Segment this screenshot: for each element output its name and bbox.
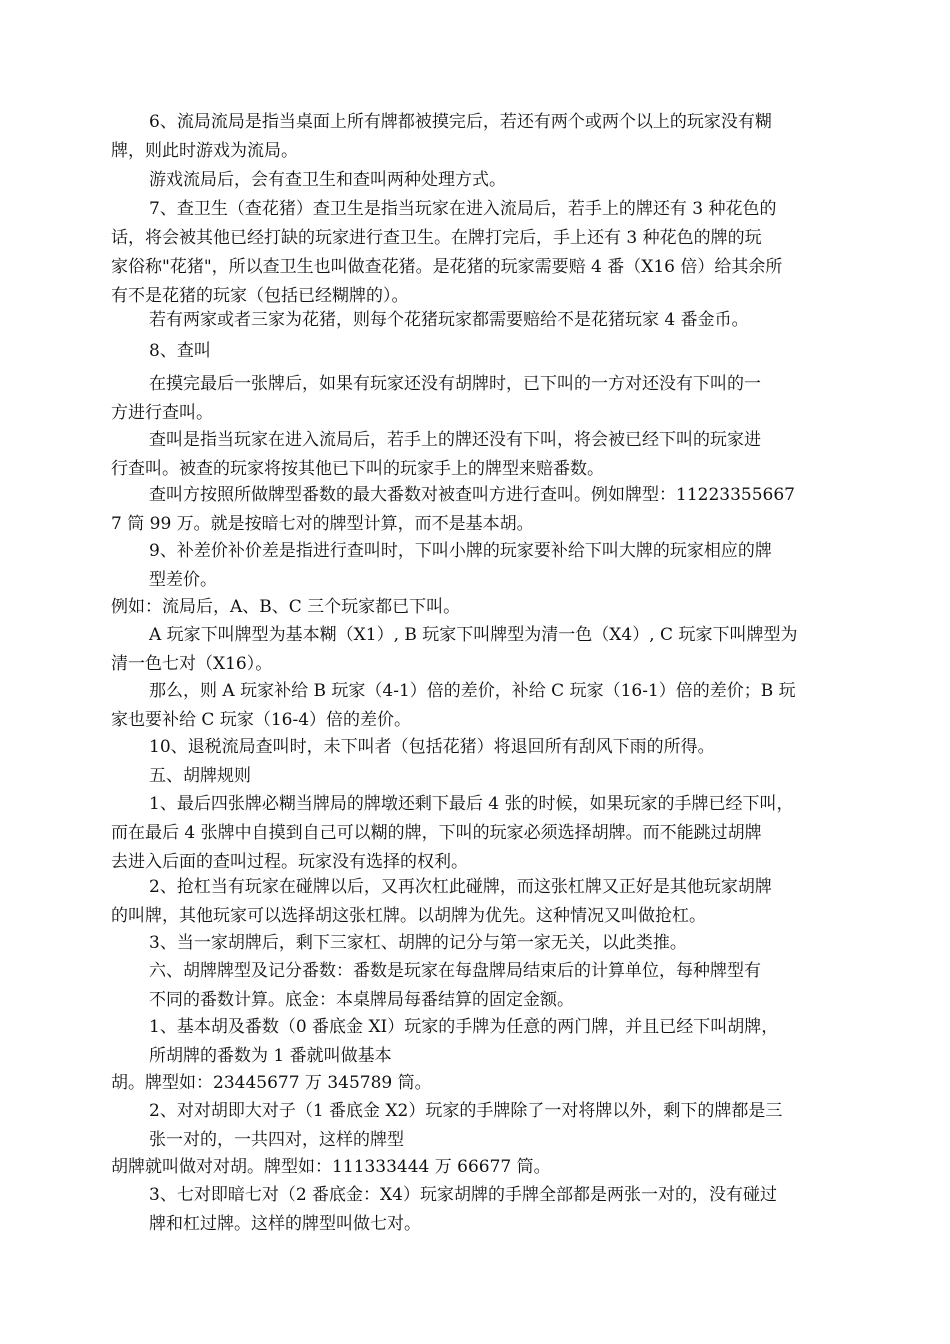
section-heading-chajiao — [111, 337, 851, 366]
paragraph-type-qidui — [111, 1181, 851, 1239]
text-line: 六、胡牌牌型及记分番数：番数是玩家在每盘牌局结束后的计算单位，每种牌型有 — [149, 961, 761, 981]
paragraph-chajiao-1 — [111, 370, 851, 428]
text-line: 所胡牌的番数为 1 番就叫做基本 — [149, 1046, 392, 1066]
text-line: 例如：流局后，A、B、C 三个玩家都已下叫。 — [111, 597, 461, 617]
text-line: 家也要补给 C 玩家（16-4）倍的差价。 — [111, 710, 412, 730]
paragraph-tuishui — [111, 733, 851, 762]
text-line: 2、抢杠当有玩家在碰牌以后，又再次杠此碰牌，而这张杠牌又正好是其他玩家胡牌 — [149, 877, 772, 897]
text-line: 3、当一家胡牌后，剩下三家杠、胡牌的记分与第一家无关，以此类推。 — [149, 933, 687, 953]
text-line: A 玩家下叫牌型为基本糊（X1）, B 玩家下叫牌型为清一色（X4）, C 玩家下叫牌型为 — [149, 625, 798, 645]
paragraph-chajiao-2 — [111, 426, 851, 484]
text-line: 有不是花猪的玩家（包括已经糊牌的）。 — [111, 286, 409, 306]
paragraph-chaweisheng — [111, 195, 851, 311]
paragraph-example — [111, 593, 851, 622]
text-line: 而在最后 4 张牌中自摸到自己可以糊的牌，下叫的玩家必须选择胡牌。而不能跳过胡牌 — [111, 823, 762, 843]
paragraph-rule-2 — [111, 873, 851, 931]
text-line: 3、七对即暗七对（2 番底金：X4）玩家胡牌的手牌全部都是两张一对的，没有碰过 — [149, 1185, 777, 1205]
text-line: 游戏流局后，会有查卫生和查叫两种处理方式。 — [149, 170, 506, 190]
text-line: 家俗称"花猪"，所以查卫生也叫做查花猪。是花猪的玩家需要赔 4 番（X16 倍）给其余所 — [111, 257, 783, 277]
text-line: 张一对的，一共四对，这样的牌型 — [149, 1130, 404, 1150]
paragraph-buchajia — [111, 537, 851, 595]
text-line: 话，将会被其他已经打缺的玩家进行查卫生。在牌打完后，手上还有 3 种花色的牌的玩 — [111, 228, 762, 248]
text-line: 去进入后面的查叫过程。玩家没有选择的权利。 — [111, 852, 468, 872]
paragraph-rule-3 — [111, 929, 851, 958]
text-line: 10、退税流局查叫时，未下叫者（包括花猪）将退回所有刮风下雨的所得。 — [149, 737, 715, 757]
section-heading-hupai-types — [111, 957, 851, 1015]
text-line: 查叫方按照所做牌型番数的最大番数对被查叫方进行查叫。例如牌型：11223355667 — [149, 485, 795, 505]
text-line: 不同的番数计算。底金：本桌牌局每番结算的固定金额。 — [149, 990, 574, 1010]
paragraph-rule-1 — [111, 790, 851, 877]
text-line: 9、补差价补价差是指进行查叫时，下叫小牌的玩家要补给下叫大牌的玩家相应的牌 — [149, 541, 772, 561]
paragraph-liuju-handling — [111, 166, 851, 195]
text-line: 6、流局流局是指当桌面上所有牌都被摸完后，若还有两个或两个以上的玩家没有糊 — [149, 112, 772, 132]
text-line: 牌，则此时游戏为流局。 — [111, 141, 298, 161]
text-line: 型差价。 — [149, 570, 217, 590]
paragraph-example-abc — [111, 621, 851, 679]
text-line: 1、基本胡及番数（0 番底金 XI）玩家的手牌为任意的两门牌，并且已经下叫胡牌， — [149, 1017, 779, 1037]
text-line: 查叫是指当玩家在进入流局后，若手上的牌还没有下叫，将会被已经下叫的玩家进 — [149, 430, 761, 450]
text-line: 胡牌就叫做对对胡。牌型如：111333444 万 66677 筒。 — [111, 1157, 551, 1177]
text-line: 行查叫。被查的玩家将按其他已下叫的玩家手上的牌型来赔番数。 — [111, 459, 604, 479]
text-line: 方进行查叫。 — [111, 403, 213, 423]
paragraph-type-duidui — [111, 1097, 851, 1155]
text-line: 7、查卫生（查花猪）查卫生是指当玩家在进入流局后，若手上的牌还有 3 种花色的 — [149, 199, 777, 219]
text-line: 清一色七对（X16）。 — [111, 654, 273, 674]
text-line: 若有两家或者三家为花猪，则每个花猪玩家都需要赔给不是花猪玩家 4 番金币。 — [149, 310, 749, 330]
text-line: 牌和杠过牌。这样的牌型叫做七对。 — [149, 1214, 421, 1234]
text-line: 8、查叫 — [149, 341, 211, 361]
text-line: 2、对对胡即大对子（1 番底金 X2）玩家的手牌除了一对将牌以外，剩下的牌都是三 — [149, 1101, 783, 1121]
text-line: 胡。牌型如：23445677 万 345789 筒。 — [111, 1073, 432, 1093]
paragraph-chajiao-3 — [111, 481, 851, 539]
paragraph-type-duidui-example — [111, 1153, 851, 1182]
text-line: 在摸完最后一张牌后，如果有玩家还没有胡牌时，已下叫的一方对还没有下叫的一 — [149, 374, 761, 394]
paragraph-type-basic — [111, 1013, 851, 1071]
text-line: 7 筒 99 万。就是按暗七对的牌型计算，而不是基本胡。 — [111, 514, 534, 534]
paragraph-liuju — [111, 108, 851, 166]
text-line: 的叫牌，其他玩家可以选择胡这张杠牌。以胡牌为优先。这种情况又叫做抢杠。 — [111, 906, 706, 926]
paragraph-type-basic-example — [111, 1069, 851, 1098]
section-heading-hupai-rules — [111, 762, 851, 791]
text-line: 那么，则 A 玩家补给 B 玩家（4-1）倍的差价，补给 C 玩家（16-1）倍的差价；B 玩 — [149, 681, 796, 701]
text-line: 1、最后四张牌必糊当牌局的牌墩还剩下最后 4 张的时候，如果玩家的手牌已经下叫， — [149, 794, 794, 814]
paragraph-huazhu — [111, 306, 851, 335]
paragraph-example-result — [111, 677, 851, 735]
text-line: 五、胡牌规则 — [149, 766, 251, 786]
